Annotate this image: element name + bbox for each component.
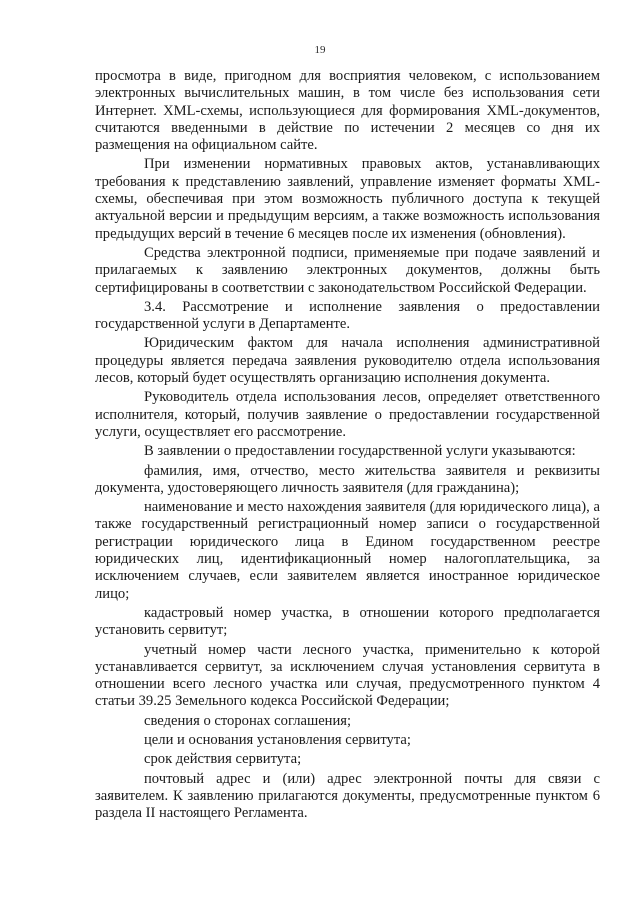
list-item: наименование и место нахождения заявителя (для юридического лица), а также государственный регистрационный номер записи о государственной регистрации юридического лица в Едином государственном реестре юридических лиц, идентификационный номер налогоплательщика, за исключением случаев, если заявителем является иностранное юридическое лицо; [95,499,600,602]
list-item: почтовый адрес и (или) адрес электронной почты для связи с заявителем. К заявлению прилагаются документы, предусмотренные пунктом 6 раздела II настоящего Регламента. [95,770,600,822]
page-number: 19 [314,44,326,56]
paragraph: Средства электронной подписи, применяемые при подаче заявлений и прилагаемых к заявлению электронных документов, должны быть сертифицированы в соответствии с законодательством Российской Федерации. [95,244,600,296]
paragraph: В заявлении о предоставлении государственной услуги указываются: [144,443,576,460]
list-item: цели и основания установления сервитута; [144,731,411,748]
list-item: фамилия, имя, отчество, место жительства заявителя и реквизиты документа, удостоверяющего личность заявителя (для гражданина); [95,462,600,496]
list-item: учетный номер части лесного участка, применительно к которой устанавливается сервитут, за исключением случая установления сервитута в отношении всего лесного участка или случая, предусмотренного пунктом 4 статьи 39.25 Земельного кодекса Российской Федерации; [95,641,600,710]
paragraph: Руководитель отдела использования лесов, определяет ответственного исполнителя, который, получив заявление о предоставлении государственной услуги, осуществляет его рассмотрение. [95,389,600,440]
document-body [95,68,600,824]
section-heading: 3.4. Рассмотрение и исполнение заявления о предоставлении государственной услуги в Департаменте. [95,298,600,333]
paragraph: При изменении нормативных правовых актов, устанавливающих требования к представлению заявлений, управление изменяет форматы XML-схемы, обеспечивая при этом возможность публичного доступа к текущей актуальной версии и предыдущим версиям, а также возможность использования предыдущих версий в течение 6 месяцев после их изменения (обновления). [95,156,600,242]
list-item: кадастровый номер участка, в отношении которого предполагается установить сервитут; [95,604,600,639]
paragraph: Юридическим фактом для начала исполнения административной процедуры является передача заявления руководителю отдела использования лесов, который будет осуществлять организацию исполнения документа. [95,335,600,387]
paragraph: просмотра в виде, пригодном для восприятия человеком, с использованием электронных вычислительных машин, в том числе без использования сети Интернет. XML-схемы, использующиеся для формирования XML-документов, считаются введенными в действие по истечении 2 месяцев со дня их размещения на официальном сайте. [95,68,600,154]
list-item: срок действия сервитута; [144,751,302,768]
list-item: сведения о сторонах соглашения; [144,712,352,729]
